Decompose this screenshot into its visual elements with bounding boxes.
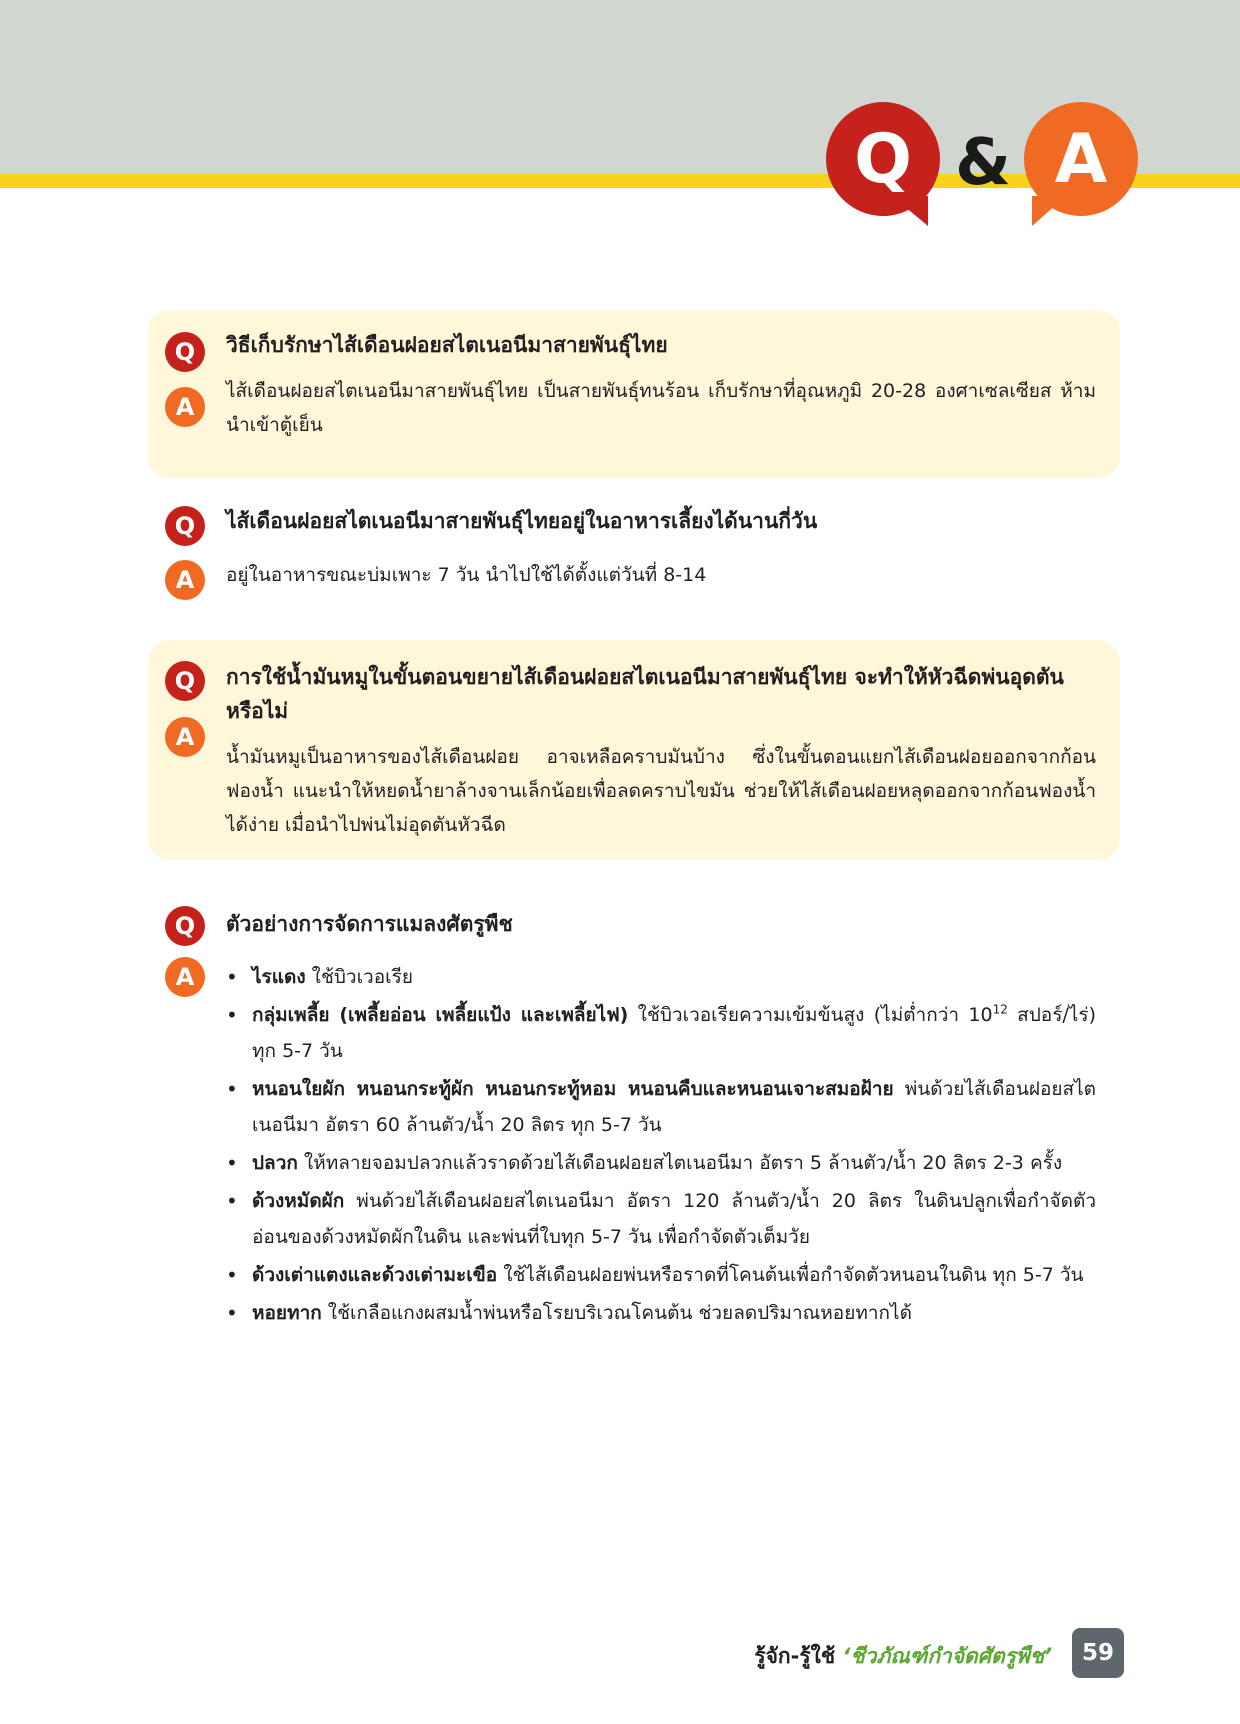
q-bubble: Q: [826, 102, 940, 216]
a-bubble: A: [1024, 102, 1138, 216]
method-text: ใช้เกลือแกงผสมน้ำพ่นหรือโรยบริเวณโคนต้น ช่วยลดปริมาณหอยทากได้: [321, 1302, 912, 1324]
footer-highlight: ‘ชีวภัณฑ์กำจัดศัตรูพืช’: [842, 1644, 1052, 1668]
ampersand: &: [955, 126, 1011, 200]
method-text: พ่นด้วยไส้เดือนฝอยสไตเนอนีมา อัตรา 120 ล้านตัว/น้ำ 20 ลิตร ในดินปลูกเพื่อกำจัดตัวอ่อนของด้วงหมัดผักในดิน และพ่นที่ใบทุก 5-7 วัน เพื่อกำจัดตัวเต็มวัย: [252, 1190, 1096, 1248]
method-text-cont: สปอร์/ไร่) ทุก 5-7 วัน: [252, 1004, 1096, 1062]
list-item: [226, 1071, 1096, 1143]
question-badge: Q: [165, 661, 205, 701]
page-number: 59: [1072, 1628, 1124, 1678]
method-text: ให้ทลายจอมปลวกแล้วราดด้วยไส้เดือนฝอยสไตเนอนีมา อัตรา 5 ล้านตัว/น้ำ 20 ลิตร 2-3 ครั้ง: [297, 1152, 1063, 1174]
pest-name: ด้วงหมัดผัก: [252, 1190, 345, 1212]
method-text: พ่นด้วยไส้เดือนฝอยสไตเนอนีมา อัตรา 60 ล้านตัว/น้ำ 20 ลิตร ทุก 5-7 วัน: [252, 1078, 1096, 1136]
qa-item: [148, 640, 1120, 860]
pest-name: ปลวก: [252, 1152, 298, 1174]
footer-title: [754, 1640, 1052, 1673]
list-item: [226, 1295, 1096, 1331]
method-text: ใช้ไส้เดือนฝอยพ่นหรือราดที่โคนต้นเพื่อกำจัดตัวหนอนในดิน ทุก 5-7 วัน: [497, 1264, 1084, 1286]
pest-name: กลุ่มเพลี้ย (เพลี้ยอ่อน เพลี้ยแป้ง และเพลี้ยไฟ): [252, 1004, 629, 1026]
exponent: 12: [992, 1002, 1008, 1017]
question-badge: Q: [165, 906, 205, 946]
question-text: ตัวอย่างการจัดการแมลงศัตรูพืช: [226, 912, 513, 936]
answer-badge: A: [165, 560, 205, 600]
answer-badge: A: [165, 387, 205, 427]
list-item: [226, 1183, 1096, 1255]
list-item: [226, 997, 1096, 1069]
pest-management-list: [226, 959, 1096, 1333]
list-item: [226, 1257, 1096, 1293]
method-text: ใช้บิวเวอเรีย: [305, 966, 413, 988]
qa-item: [148, 502, 1120, 622]
footer-prefix: รู้จัก-รู้ใช้: [754, 1644, 843, 1668]
question-text: วิธีเก็บรักษาไส้เดือนฝอยสไตเนอนีมาสายพันธุ์ไทย: [226, 333, 668, 357]
list-item: [226, 959, 1096, 995]
answer-text: ไส้เดือนฝอยสไตเนอนีมาสายพันธุ์ไทย เป็นสายพันธุ์ทนร้อน เก็บรักษาที่อุณหภูมิ 20-28 องศาเซลเซียส ห้ามนำเข้าตู้เย็น: [226, 380, 1096, 436]
qa-item: [148, 895, 1120, 1345]
list-item: [226, 1145, 1096, 1181]
method-text: ใช้บิวเวอเรียความเข้มข้นสูง (ไม่ต่ำกว่า 10: [628, 1004, 993, 1026]
pest-name: ไรแดง: [252, 966, 306, 988]
answer-badge: A: [165, 717, 205, 757]
pest-name: หนอนใยผัก หนอนกระทู้ผัก หนอนกระทู้หอม หนอนคืบและหนอนเจาะสมอฝ้าย: [252, 1078, 894, 1100]
pest-name: ด้วงเต่าแตงและด้วงเต่ามะเขือ: [252, 1264, 498, 1286]
question-text: การใช้น้ำมันหมูในขั้นตอนขยายไส้เดือนฝอยสไตเนอนีมาสายพันธุ์ไทย จะทำให้หัวฉีดพ่นอุดตันหรือไม่: [226, 665, 1064, 723]
question-badge: Q: [165, 332, 205, 372]
qa-logo: [820, 100, 1140, 230]
answer-badge: A: [165, 957, 205, 997]
answer-text: น้ำมันหมูเป็นอาหารของไส้เดือนฝอย อาจเหลือคราบมันบ้าง ซึ่งในขั้นตอนแยกไส้เดือนฝอยออกจากก้อนฟองน้ำ แนะนำให้หยดน้ำยาล้างจานเล็กน้อยเพื่อลดคราบไขมัน ช่วยให้ไส้เดือนฝอยหลุดออกจากก้อนฟองน้ำได้ง่าย เมื่อนำไปพ่นไม่อุดตันหัวฉีด: [226, 746, 1096, 836]
pest-name: หอยทาก: [252, 1302, 322, 1324]
question-badge: Q: [165, 506, 205, 546]
answer-text: อยู่ในอาหารขณะบ่มเพาะ 7 วัน นำไปใช้ได้ตั้งแต่วันที่ 8-14: [226, 564, 707, 586]
question-text: ไส้เดือนฝอยสไตเนอนีมาสายพันธุ์ไทยอยู่ในอาหารเลี้ยงได้นานกี่วัน: [226, 509, 818, 533]
page-footer: [0, 1628, 1240, 1688]
qa-item: [148, 310, 1120, 478]
